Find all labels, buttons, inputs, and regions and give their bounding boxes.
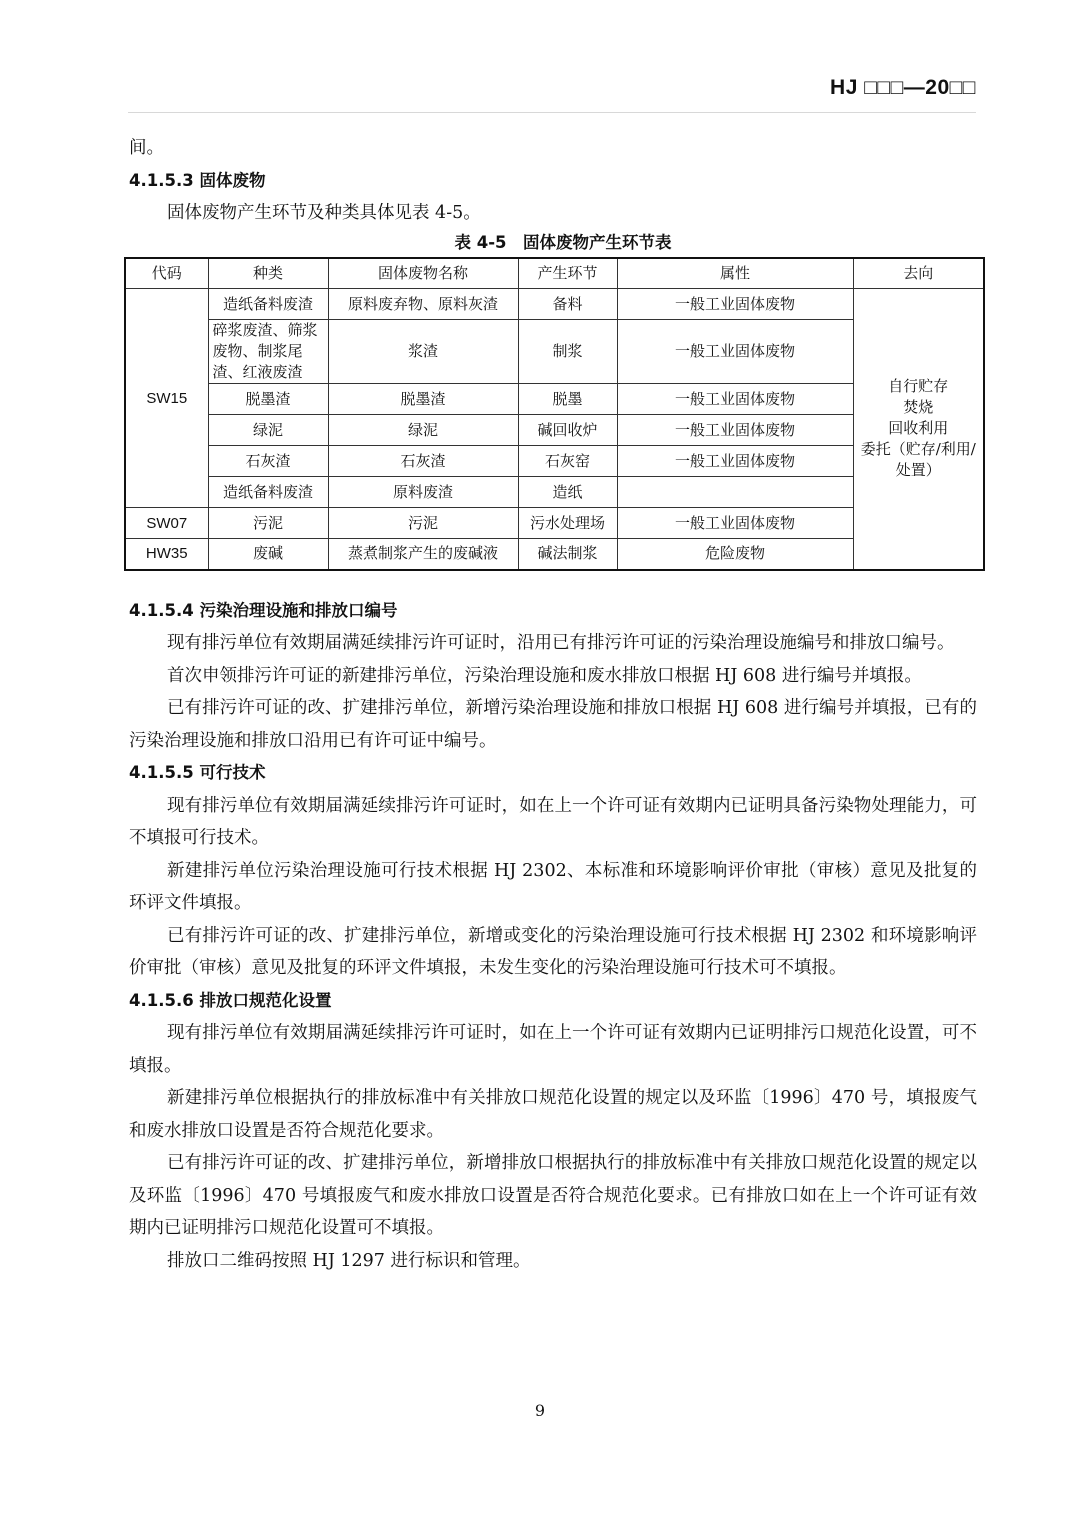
generation-stage-cell: 碱法制浆 <box>518 539 617 570</box>
destination-line: 处置） <box>895 461 941 480</box>
waste-name-cell: 原料废渣 <box>328 477 518 508</box>
header-divider <box>128 112 976 113</box>
column-header: 去向 <box>853 258 984 289</box>
paragraph: 现有排污单位有效期届满延续排污许可证时，如在上一个许可证有效期内已证明具备污染物处理能力，可不填报可行技术。 <box>129 795 977 848</box>
page-content <box>129 132 977 1277</box>
column-header: 属性 <box>617 258 853 289</box>
waste-type-cell: 污泥 <box>208 508 328 539</box>
destination-line: 回收利用 <box>888 419 949 438</box>
attribute-cell: 一般工业固体废物 <box>617 446 853 477</box>
waste-type-cell: 石灰渣 <box>208 446 328 477</box>
attribute-cell: 一般工业固体废物 <box>617 289 853 320</box>
waste-code-cell: HW35 <box>125 539 208 570</box>
paragraph: 现有排污单位有效期届满延续排污许可证时，如在上一个许可证有效期内已证明排污口规范化设置，可不填报。 <box>129 1023 977 1076</box>
attribute-cell: 一般工业固体废物 <box>617 508 853 539</box>
waste-name-cell: 污泥 <box>328 508 518 539</box>
section-heading-4153: 4.1.5.3 固体废物 <box>129 170 266 190</box>
generation-stage-cell: 石灰窑 <box>518 446 617 477</box>
paragraph: 已有排污许可证的改、扩建排污单位，新增排放口根据执行的排放标准中有关排放口规范化设置的规定以及环监〔1996〕470 号填报废气和废水排放口设置是否符合规范化要求。已有排放口如在上一个许可证有效期内已证明排污口规范化设置可不填报。 <box>129 1153 977 1238</box>
generation-stage-cell: 污水处理场 <box>518 508 617 539</box>
column-header: 种类 <box>208 258 328 289</box>
attribute-cell: 一般工业固体废物 <box>617 320 853 384</box>
paragraph: 现有排污单位有效期届满延续排污许可证时，沿用已有排污许可证的污染治理设施编号和排放口编号。 <box>167 633 955 653</box>
paragraph: 新建排污单位根据执行的排放标准中有关排放口规范化设置的规定以及环监〔1996〕470 号，填报废气和废水排放口设置是否符合规范化要求。 <box>129 1088 977 1141</box>
waste-type-cell: 脱墨渣 <box>208 384 328 415</box>
waste-type-cell: 废碱 <box>208 539 328 570</box>
generation-stage-cell: 制浆 <box>518 320 617 384</box>
destination-cell <box>853 289 984 570</box>
waste-name-cell: 浆渣 <box>328 320 518 384</box>
waste-type-cell: 造纸备料废渣 <box>208 289 328 320</box>
column-header: 固体废物名称 <box>328 258 518 289</box>
waste-name-cell: 原料废弃物、原料灰渣 <box>328 289 518 320</box>
attribute-cell: 危险废物 <box>617 539 853 570</box>
table-caption: 表 4-5 固体废物产生环节表 <box>454 232 672 252</box>
generation-stage-cell: 造纸 <box>518 477 617 508</box>
paragraph: 新建排污单位污染治理设施可行技术根据 HJ 2302、本标准和环境影响评价审批（审核）意见及批复的环评文件填报。 <box>129 860 977 913</box>
paragraph: 首次申领排污许可证的新建排污单位，污染治理设施和废水排放口根据 HJ 608 进行编号并填报。 <box>167 665 922 686</box>
section-heading-4155: 4.1.5.5 可行技术 <box>129 763 266 782</box>
paragraph: 排放口二维码按照 HJ 1297 进行标识和管理。 <box>167 1250 531 1271</box>
paragraph: 已有排污许可证的改、扩建排污单位，新增污染治理设施和排放口根据 HJ 608 进行编号并填报，已有的污染治理设施和排放口沿用已有许可证中编号。 <box>129 698 977 751</box>
attribute-cell <box>617 477 853 508</box>
spacer <box>129 571 977 595</box>
attribute-cell: 一般工业固体废物 <box>617 384 853 415</box>
waste-code-cell: SW07 <box>125 508 208 539</box>
waste-code-cell: SW15 <box>125 289 208 508</box>
paragraph: 固体废物产生环节及种类具体见表 4-5。 <box>167 203 481 223</box>
waste-type-cell: 绿泥 <box>208 415 328 446</box>
solid-waste-table <box>124 257 985 571</box>
paragraph: 间。 <box>129 138 164 158</box>
generation-stage-cell: 脱墨 <box>518 384 617 415</box>
column-header: 产生环节 <box>518 258 617 289</box>
section-heading-4156: 4.1.5.6 排放口规范化设置 <box>129 990 332 1010</box>
document-code-header: HJ □□□—20□□ <box>830 76 976 99</box>
table-row <box>125 289 984 320</box>
column-header: 代码 <box>125 258 208 289</box>
destination-line: 委托（贮存/利用/ <box>860 440 976 459</box>
waste-name-cell: 脱墨渣 <box>328 384 518 415</box>
waste-type-cell: 造纸备料废渣 <box>208 477 328 508</box>
destination-line: 自行贮存 <box>888 377 949 396</box>
attribute-cell: 一般工业固体废物 <box>617 415 853 446</box>
page-number: 9 <box>534 1401 546 1420</box>
section-heading-4154: 4.1.5.4 污染治理设施和排放口编号 <box>129 600 398 620</box>
waste-name-cell: 蒸煮制浆产生的废碱液 <box>328 539 518 570</box>
waste-type-cell: 碎浆废渣、筛浆废物、制浆尾渣、红液废渣 <box>208 320 328 384</box>
paragraph: 已有排污许可证的改、扩建排污单位，新增或变化的污染治理设施可行技术根据 HJ 2302 和环境影响评价审批（审核）意见及批复的环评文件填报，未发生变化的污染治理设施可行技术可不填报。 <box>129 925 977 978</box>
destination-line: 焚烧 <box>903 398 934 417</box>
generation-stage-cell: 碱回收炉 <box>518 415 617 446</box>
table-header-row <box>125 258 984 289</box>
generation-stage-cell: 备料 <box>518 289 617 320</box>
waste-name-cell: 石灰渣 <box>328 446 518 477</box>
waste-name-cell: 绿泥 <box>328 415 518 446</box>
